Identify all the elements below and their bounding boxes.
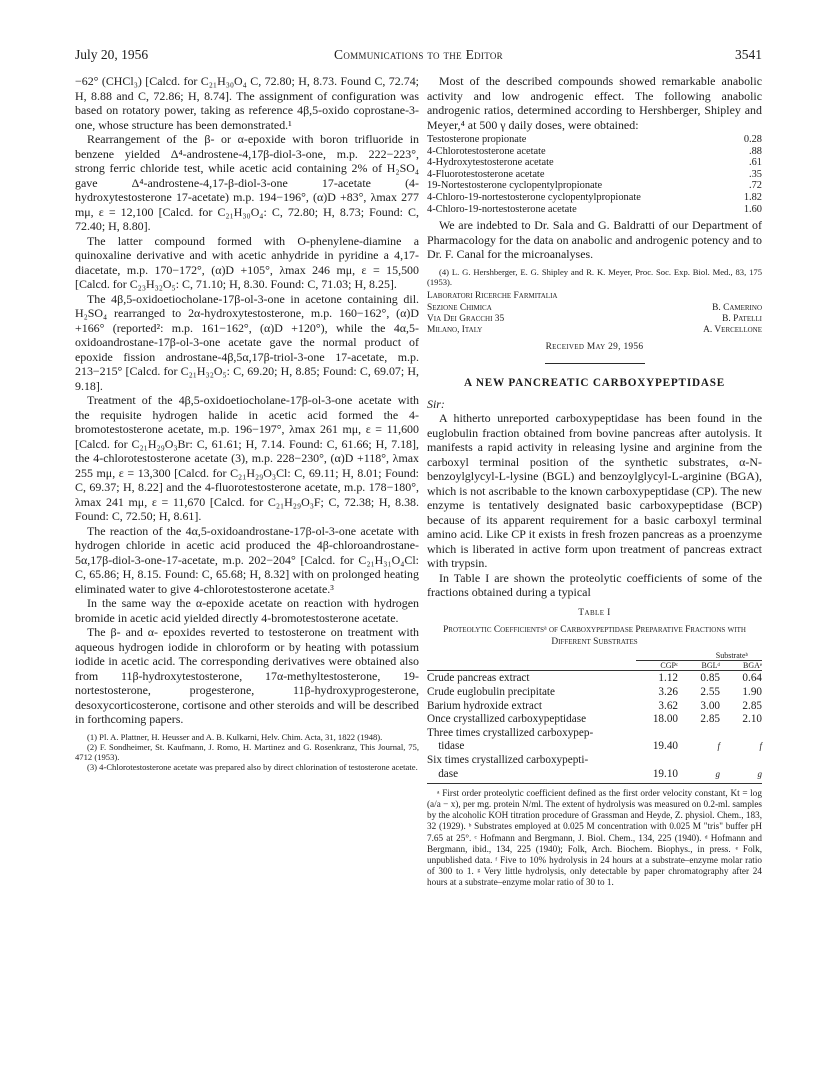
bga-value: 0.64 — [720, 671, 762, 686]
bgl-value — [678, 727, 720, 741]
ratio-value: 1.82 — [743, 191, 762, 203]
ratio-value: 1.60 — [743, 203, 762, 215]
affiliation-line — [427, 314, 762, 325]
table-row — [427, 713, 762, 727]
left-column — [75, 74, 419, 773]
table-caption: Proteolytic Coefficientsᵃ of Carboxypeptidase Preparative Fractions with Different Substrates — [443, 625, 746, 647]
paragraph: The reaction of the 4α,5-oxidoandrostane-17β-ol-3-one acetate with hydrogen chloride in acetic acid produced the 4β-chloroandrostane-5α,17β-diol-3-one-17-acetate, m.p. 202−204° [Calcd. for C₂₁H₃₁O₄Cl: C, 65.86; H, 8.15. Found: C, 65.68; H, 8.32] with on prolonged heating eliminated water to give 4-chlorotestosterone acetate.³ — [75, 523, 419, 596]
section-divider — [545, 363, 645, 364]
paragraph: The β- and α- epoxides reverted to testosterone on treatment with aqueous hydrogen iodide in chloroform or by heating with potassium iodide in acetic acid. The corresponding derivatives were obtained also from 11β-hydroxytestosterone, 17α-methyltestosterone, 19-nortestosterone, progesterone, 11β-hydroxyprogesterone, desoxycorticosterone, cortisone and other steroids and will be described in forthcoming papers. — [75, 625, 419, 726]
paragraph: The 4β,5-oxidoetiocholane-17β-ol-3-one in acetone containing dil. H₂SO₄ rearranged to 2α-hydroxytestosterone, m.p. 160−162°, (α)D +166° (reported²: m.p. 161−162°, (α)D +120°), while the 4α,5-oxidoandrostane-17β-ol-3-one acetate gave the normal product of epoxide fission androstane-4β,5α,17β-triol-3-one 17-acetate, m.p. 213−215° [Calcd. for C₂₁H₃₂O₅: C, 69.20; H, 8.85; Found: C, 69.07; H, 9.18]. — [75, 291, 419, 393]
footnote: (2) F. Sondheimer, St. Kaufmann, J. Romo, H. Martinez and G. Rosenkranz, This Journal, 75, 4712 (1953). — [75, 741, 419, 763]
cgp-value — [636, 754, 678, 768]
cgp-value — [636, 727, 678, 741]
affiliation-text: Laboratori Ricerche Farmitalia — [427, 291, 558, 302]
column-header: BGAᵉ — [743, 661, 762, 671]
compound-name: 4-Chloro-19-nortestosterone cyclopentylpropionate — [427, 191, 641, 203]
table-note: ᵃ First order proteolytic coefficient defined as the first order velocity constant, Kt = log (a/a − x), per mg. protein N/ml. The extent of hydrolysis was measured on 0.2-ml. samples by the alcoholic KOH titration procedure of Grassman and Heyde, Z. physiol. Chem., 183, 32 (1929). ᵇ Substrates employed at 0.025 M concentration with 0.025 M "tris" buffer pH 7.65 at 25°. ᶜ Hofmann and Bergmann, J. Biol. Chem., 134, 225 (1940). ᵈ Hofmann and Bergmann, ibid., 134, 225 (1940); Folk, Arch. Biochem. Biophys., in press. ᵉ Folk, unpublished data. ᶠ Five to 10% hydrolysis in 24 hours at a substrate–enzyme molar ratio of 300 to 1. ᵍ Very little hydrolysis, only detectable by paper chromatography after 24 hours at a substrate–enzyme molar ratio of 30 to 1. — [427, 788, 762, 887]
bgl-value: g — [678, 768, 720, 784]
affiliation-line — [427, 325, 762, 336]
author-name: A. Vercellone — [703, 325, 762, 336]
salutation: Sir: — [427, 396, 445, 411]
page-number: 3541 — [735, 47, 762, 62]
table-row — [427, 768, 762, 784]
author-affiliation — [427, 291, 762, 337]
footnote: (3) 4-Chlorotestosterone acetate was prepared also by direct chlorination of testosterone acetate. — [87, 762, 418, 773]
cgp-value: 19.10 — [636, 768, 678, 784]
ratio-row — [427, 204, 762, 216]
bgl-value — [678, 754, 720, 768]
compound-name: 4-Fluorotestosterone acetate — [427, 168, 545, 180]
header-date: July 20, 1956 — [75, 47, 149, 62]
paragraph: −62° (CHCl₃) [Calcd. for C₂₁H₃₀O₄ C, 72.80; H, 8.73. Found C, 72.74; H, 8.88 and C, 72.86; H, 8.74]. The assignment of configuration was based on rotatory power, taking as reference 4β,5-oxido coprostane-3-one, whose structure has been demonstrated.¹ — [75, 74, 419, 132]
table-row — [427, 754, 762, 768]
row-label: Barium hydroxide extract — [427, 699, 542, 712]
author-name: B. Patelli — [722, 314, 762, 325]
author-name: B. Camerino — [712, 302, 762, 313]
footnotes — [75, 732, 419, 773]
ratio-row — [427, 157, 762, 169]
row-label: Three times crystallized carboxypep- — [427, 726, 594, 739]
compound-name: 4-Chlorotestosterone acetate — [427, 145, 546, 157]
ratio-row — [427, 169, 762, 181]
affiliation-text: Sezione Chimica — [427, 302, 492, 313]
ratio-row — [427, 180, 762, 192]
ratio-row — [427, 134, 762, 146]
bga-value: 1.90 — [742, 685, 762, 698]
cgp-value: 3.26 — [658, 685, 678, 698]
compound-name: Testosterone propionate — [427, 134, 527, 145]
bga-value — [720, 727, 762, 741]
row-label: dase — [427, 768, 636, 784]
affiliation-line — [427, 291, 762, 302]
row-label: Six times crystallized carboxypepti- — [427, 753, 589, 766]
bgl-value: 2.55 — [700, 685, 720, 698]
bgl-value: 2.85 — [700, 713, 720, 726]
bga-value: f — [759, 741, 762, 752]
affiliation-text: Via Dei Gracchi 35 — [427, 314, 505, 325]
compound-name: 4-Chloro-19-nortestosterone acetate — [427, 203, 577, 215]
column-header: BGLᵈ — [701, 661, 720, 671]
ratio-row — [427, 192, 762, 204]
ratio-value: .72 — [749, 180, 762, 192]
substrate-header: Substrateᵇ — [636, 651, 762, 661]
paragraph: Treatment of the 4β,5-oxidoetiocholane-17β-ol-3-one acetate with the requisite hydrogen halide in acetic acid formed the 4-bromotestosterone acetate, m.p. 196−197°, λmax 261 mμ, ε = 11,600 [Calcd. for C₂₁H₂₉O₃Br: C, 61.61; H, 7.14. Found: C, 61.66; H, 7.18], the 4-chlorotestosterone acetate (3), m.p. 228−230°, (α)D +118°, λmax 255 mμ, ε = 13,300 [Calcd. for C₂₁H₂₉O₃Cl: C, 69.11; H, 8.01; Found: C, 69.37; H, 8.22] and the 4-fluorotestosterone acetate, m.p. 178−180°, λmax 241 mμ, ε = 11,670 [Calcd. for C₂₁H₂₉O₃F; C, 72.38; H, 8.38. Found: C, 72.50; H, 8.61]. — [75, 393, 419, 523]
table-row — [427, 727, 762, 741]
table-row — [427, 740, 762, 754]
coefficients-table — [427, 651, 762, 784]
received-date: Received May 29, 1956 — [545, 341, 644, 352]
cgp-value: 3.62 — [658, 699, 678, 712]
ratio-value: .88 — [749, 145, 762, 157]
running-header — [75, 47, 762, 67]
affiliation-line — [427, 303, 762, 314]
paragraph: A hitherto unreported carboxypeptidase has been found in the euglobulin fraction obtained from bovine pancreas after autolysis. It manifests a rapid activity in releasing lysine and arginine from the carboxyl terminal position of the synthetic substrates, α-N-benzoylglycyl-L-lysine (BGL) and benzoylglycyl-L-arginine (BGA), which is not ascribable to the known carboxypeptidase (CP). The new enzyme is tentatively designated basic carboxypeptidase (BCP) because of its apparent requirement for a basic carboxyl terminal amino acid. Like CP it exists in fresh frozen pancreas as a proenzyme which is liberated in active form upon treatment of pancreas extract with trypsin. — [427, 411, 762, 571]
article-title: A NEW PANCREATIC CARBOXYPEPTIDASE — [463, 377, 726, 390]
row-label: Crude pancreas extract — [427, 671, 636, 686]
row-label: Once crystallized carboxypeptidase — [427, 713, 587, 726]
paragraph: Most of the described compounds showed remarkable anabolic activity and low androgenic effect. The following anabolic androgenic ratios, determined according to Hershberger, Shipley and Meyer,⁴ at 500 γ daily doses, were obtained: — [427, 74, 762, 132]
table-row — [427, 700, 762, 714]
paragraph: In the same way the α-epoxide acetate on reaction with hydrogen bromide in acetic acid yielded directly 4-bromotestosterone acetate. — [75, 596, 419, 625]
bgl-value: f — [717, 741, 720, 752]
ratio-value: .35 — [749, 168, 762, 180]
table-row — [427, 671, 762, 686]
header-title: Communications to the Editor — [334, 47, 503, 62]
table-label: Table I — [578, 606, 611, 618]
paragraph: In Table I are shown the proteolytic coefficients of some of the fractions obtained during a typical — [427, 570, 762, 600]
ratio-table — [427, 134, 762, 215]
ratio-row — [427, 146, 762, 158]
cgp-value: 19.40 — [652, 740, 678, 753]
bgl-value: 0.85 — [678, 671, 720, 686]
cgp-value: 18.00 — [652, 713, 678, 726]
right-column — [427, 74, 762, 888]
paragraph: The latter compound formed with O-phenylene-diamine a quinoxaline derivative and with acetic anhydride in pyridine a 4,17-diacetate, m.p. 170−172°, (α)D +105°, λmax 246 mμ, ε = 15,500 [Calcd. for C₂₃H₃₂O₅: C, 71.10; H, 8.30. Found: C, 71.03; H, 8.25]. — [75, 233, 419, 291]
bgl-value: 3.00 — [700, 699, 720, 712]
footnote: (4) L. G. Hershberger, E. G. Shipley and R. K. Meyer, Proc. Soc. Exp. Biol. Med., 83, 175 (1953). — [427, 266, 762, 287]
table-notes — [427, 788, 762, 888]
paragraph: We are indebted to Dr. Sala and G. Baldratti of our Department of Pharmacology for the data on anabolic and androgenic potency and to Dr. F. Canal for the microanalyses. — [427, 218, 762, 262]
ratio-value: 0.28 — [743, 134, 762, 145]
ratio-value: .61 — [749, 157, 762, 169]
row-label: tidase — [427, 740, 465, 753]
compound-name: 19-Nortestosterone cyclopentylpropionate — [427, 180, 603, 192]
affiliation-text: Milano, Italy — [427, 325, 483, 336]
bga-value — [720, 754, 762, 768]
table-row — [427, 686, 762, 700]
footnote: (1) Pl. A. Plattner, H. Heusser and A. B. Kulkarni, Helv. Chim. Acta, 31, 1822 (1948). — [87, 731, 383, 742]
cgp-value: 1.12 — [636, 671, 678, 686]
row-label: Crude euglobulin precipitate — [427, 685, 555, 698]
column-header: CGPᶜ — [660, 661, 678, 671]
paragraph: Rearrangement of the β- or α-epoxide with boron trifluoride in benzene yielded Δ⁴-androstene-4,17β-diol-3-one, m.p. 222−223°, strong ferric chloride test, while acetic acid containing 2% of H₂SO₄ gave Δ⁴-androstene-4,17-β-diol-3-one 17-acetate (4-hydroxytestosterone 17-acetate) m.p. 194−196°, (α)D +83°, λmax 277 mμ, ε = 12,100 [Calcd. for C₂₁H₃₀O₄: C, 72.80; H, 8.73; Found: C, 72.40; H, 8.80]. — [75, 132, 419, 233]
bga-value: g — [720, 768, 762, 784]
bga-value: 2.85 — [742, 699, 762, 712]
compound-name: 4-Hydroxytestosterone acetate — [427, 157, 554, 169]
bga-value: 2.10 — [742, 713, 762, 726]
